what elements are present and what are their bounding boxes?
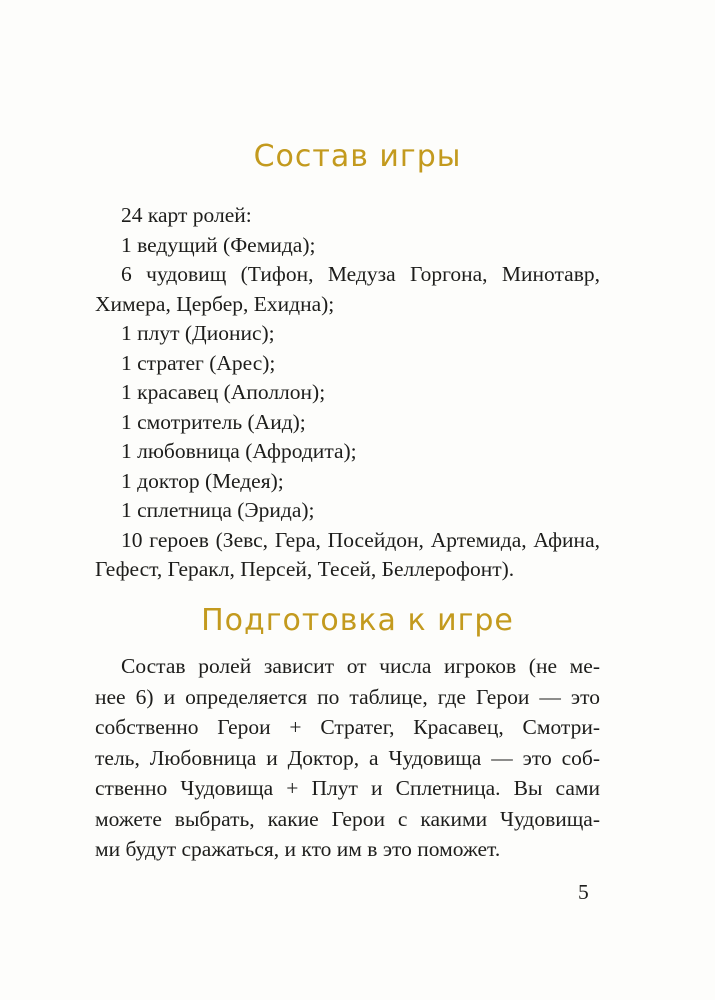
paragraph-line: собственно Герои + Стратег, Красавец, Смотри- bbox=[95, 715, 600, 739]
section-title-preparation: Подготовка к игре bbox=[201, 603, 514, 638]
paragraph-line: тель, Любовница и Доктор, а Чудовища — это соб- bbox=[95, 745, 600, 770]
list-item: 1 любовница (Афродита); bbox=[121, 439, 357, 463]
preparation-paragraph bbox=[95, 651, 600, 865]
composition-list bbox=[95, 201, 600, 585]
list-item: 1 сплетница (Эрида); bbox=[121, 498, 315, 522]
paragraph-line: Состав ролей зависит от числа игроков (не ме- bbox=[121, 654, 600, 678]
list-item: 24 карт ролей: bbox=[121, 203, 252, 227]
paragraph-line: можете выбрать, какие Герои с какими Чудовища- bbox=[95, 806, 600, 831]
list-item: 6 чудовищ (Тифон, Медуза Горгона, Минотавр, Химера, Цербер, Ехидна); bbox=[95, 262, 600, 316]
paragraph-line: ми будут сражаться, и кто им в это поможет. bbox=[95, 837, 501, 861]
list-item: 1 ведущий (Фемида); bbox=[121, 232, 316, 257]
paragraph-line: ственно Чудовища + Плут и Сплетница. Вы сами bbox=[95, 776, 600, 800]
list-item: 1 красавец (Аполлон); bbox=[121, 380, 326, 404]
list-item: 10 героев (Зевс, Гера, Посейдон, Артемида, Афина, Гефест, Геракл, Персей, Тесей, Беллерофонт). bbox=[95, 527, 600, 581]
list-item: 1 стратег (Арес); bbox=[121, 350, 276, 375]
section-title-composition: Состав игры bbox=[253, 139, 462, 174]
paragraph-line: нее 6) и определяется по таблице, где Герои — это bbox=[95, 684, 600, 709]
page-number: 5 bbox=[578, 880, 589, 904]
list-item: 1 доктор (Медея); bbox=[121, 468, 284, 493]
list-item: 1 смотритель (Аид); bbox=[121, 409, 306, 434]
list-item: 1 плут (Дионис); bbox=[121, 321, 275, 345]
